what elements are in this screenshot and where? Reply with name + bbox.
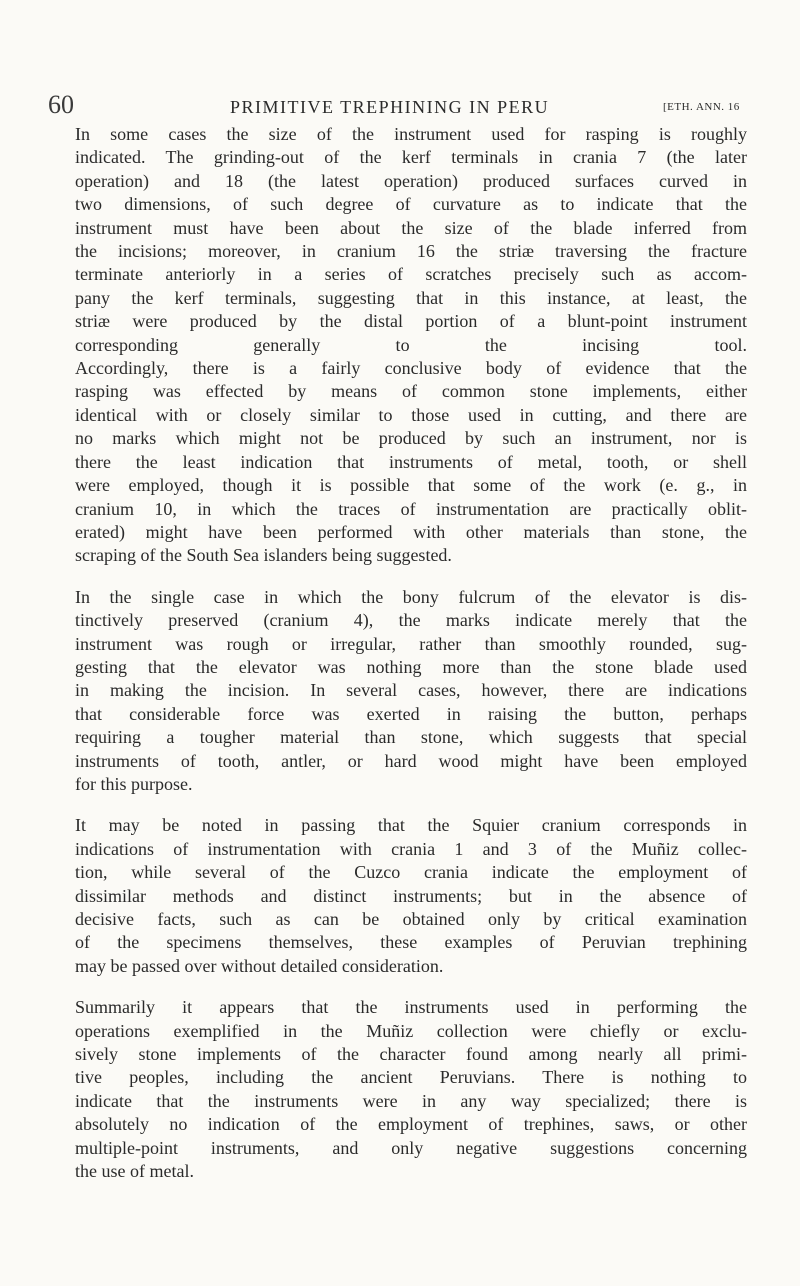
text-line: It may be noted in passing that the Squier cranium corresponds in: [75, 815, 747, 836]
text-line: tinctively preserved (cranium 4), the marks indicate merely that the: [75, 610, 747, 631]
text-line: cranium 10, in which the traces of instrumentation are practically oblit-: [75, 498, 747, 519]
text-line: of the specimens themselves, these examples of Peruvian trephining: [75, 932, 747, 953]
text-line: there the least indication that instruments of metal, tooth, or shell: [75, 451, 747, 472]
text-line: In some cases the size of the instrument used for rasping is roughly: [75, 124, 747, 144]
text-line: absolutely no indication of the employment of trephines, saws, or other: [75, 1114, 747, 1135]
page-header: [48, 92, 748, 118]
text-line: indicate that the instruments were in any way specialized; there is: [75, 1090, 747, 1111]
text-line: dissimilar methods and distinct instruments; but in the absence of: [75, 885, 747, 906]
text-line: sively stone implements of the character found among nearly all primi-: [75, 1044, 747, 1065]
text-line: tion, while several of the Cuzco crania indicate the employment of: [75, 862, 747, 883]
text-line: rasping was effected by means of common stone implements, either: [75, 381, 747, 402]
paragraph-gap: [75, 796, 747, 814]
text-line: pany the kerf terminals, suggesting that in this instance, at least, the: [75, 287, 747, 308]
text-line: operations exemplified in the Muñiz collection were chiefly or exclu-: [75, 1020, 747, 1041]
text-line: In the single case in which the bony fulcrum of the elevator is dis-: [75, 586, 747, 607]
text-line: Accordingly, there is a fairly conclusive body of evidence that the: [75, 358, 747, 379]
text-line: erated) might have been performed with other materials than stone, the: [75, 521, 747, 542]
text-line: two dimensions, of such degree of curvature as to indicate that the: [75, 194, 747, 215]
text-line: instrument must have been about the size of the blade inferred from: [75, 217, 747, 238]
paragraph: [75, 996, 747, 1183]
series-reference: [ETH. ANN. 16: [663, 101, 740, 113]
text-line: tive peoples, including the ancient Peruvians. There is nothing to: [75, 1067, 747, 1088]
page-number: 60: [48, 90, 74, 119]
text-line: instrument was rough or irregular, rather than smoothly rounded, sug-: [75, 633, 747, 654]
text-line: were employed, though it is possible that some of the work (e. g., in: [75, 475, 747, 496]
text-line: Summarily it appears that the instruments used in performing the: [75, 997, 747, 1018]
text-line: requiring a tougher material than stone, which suggests that special: [75, 727, 747, 748]
paragraph: [75, 814, 747, 978]
running-title: PRIMITIVE TREPHINING IN PERU: [230, 97, 550, 117]
text-line: instruments of tooth, antler, or hard wood might have been employed: [75, 750, 747, 771]
text-line: indications of instrumentation with crania 1 and 3 of the Muñiz collec-: [75, 838, 747, 859]
text-line: gesting that the elevator was nothing more than the stone blade used: [75, 656, 747, 677]
text-line: indicated. The grinding-out of the kerf terminals in crania 7 (the later: [75, 147, 747, 168]
text-line: operation) and 18 (the latest operation) produced surfaces curved in: [75, 170, 747, 191]
text-line: that considerable force was exerted in raising the button, perhaps: [75, 703, 747, 724]
text-line: striæ were produced by the distal portion of a blunt-point instrument: [75, 311, 747, 332]
text-line: terminate anteriorly in a series of scratches precisely such as accom-: [75, 264, 747, 285]
text-line: may be passed over without detailed consideration.: [75, 955, 444, 976]
text-line: decisive facts, such as can be obtained only by critical examination: [75, 909, 747, 929]
text-line: corresponding generally to the incising tool.: [75, 334, 747, 355]
text-line: in making the incision. In several cases, however, there are indications: [75, 680, 747, 701]
text-line: identical with or closely similar to those used in cutting, and there are: [75, 404, 747, 425]
text-line: the incisions; moreover, in cranium 16 the striæ traversing the fracture: [75, 241, 747, 262]
page-body: [75, 123, 747, 1183]
text-line: the use of metal.: [75, 1161, 194, 1182]
text-line: multiple-point instruments, and only negative suggestions concerning: [75, 1137, 747, 1158]
paragraph-gap: [75, 978, 747, 996]
text-line: for this purpose.: [75, 773, 193, 794]
paragraph-gap: [75, 568, 747, 586]
text-line: scraping of the South Sea islanders being suggested.: [75, 545, 452, 566]
paragraph: [75, 123, 747, 568]
paragraph: [75, 586, 747, 797]
text-line: no marks which might not be produced by such an instrument, nor is: [75, 428, 747, 449]
